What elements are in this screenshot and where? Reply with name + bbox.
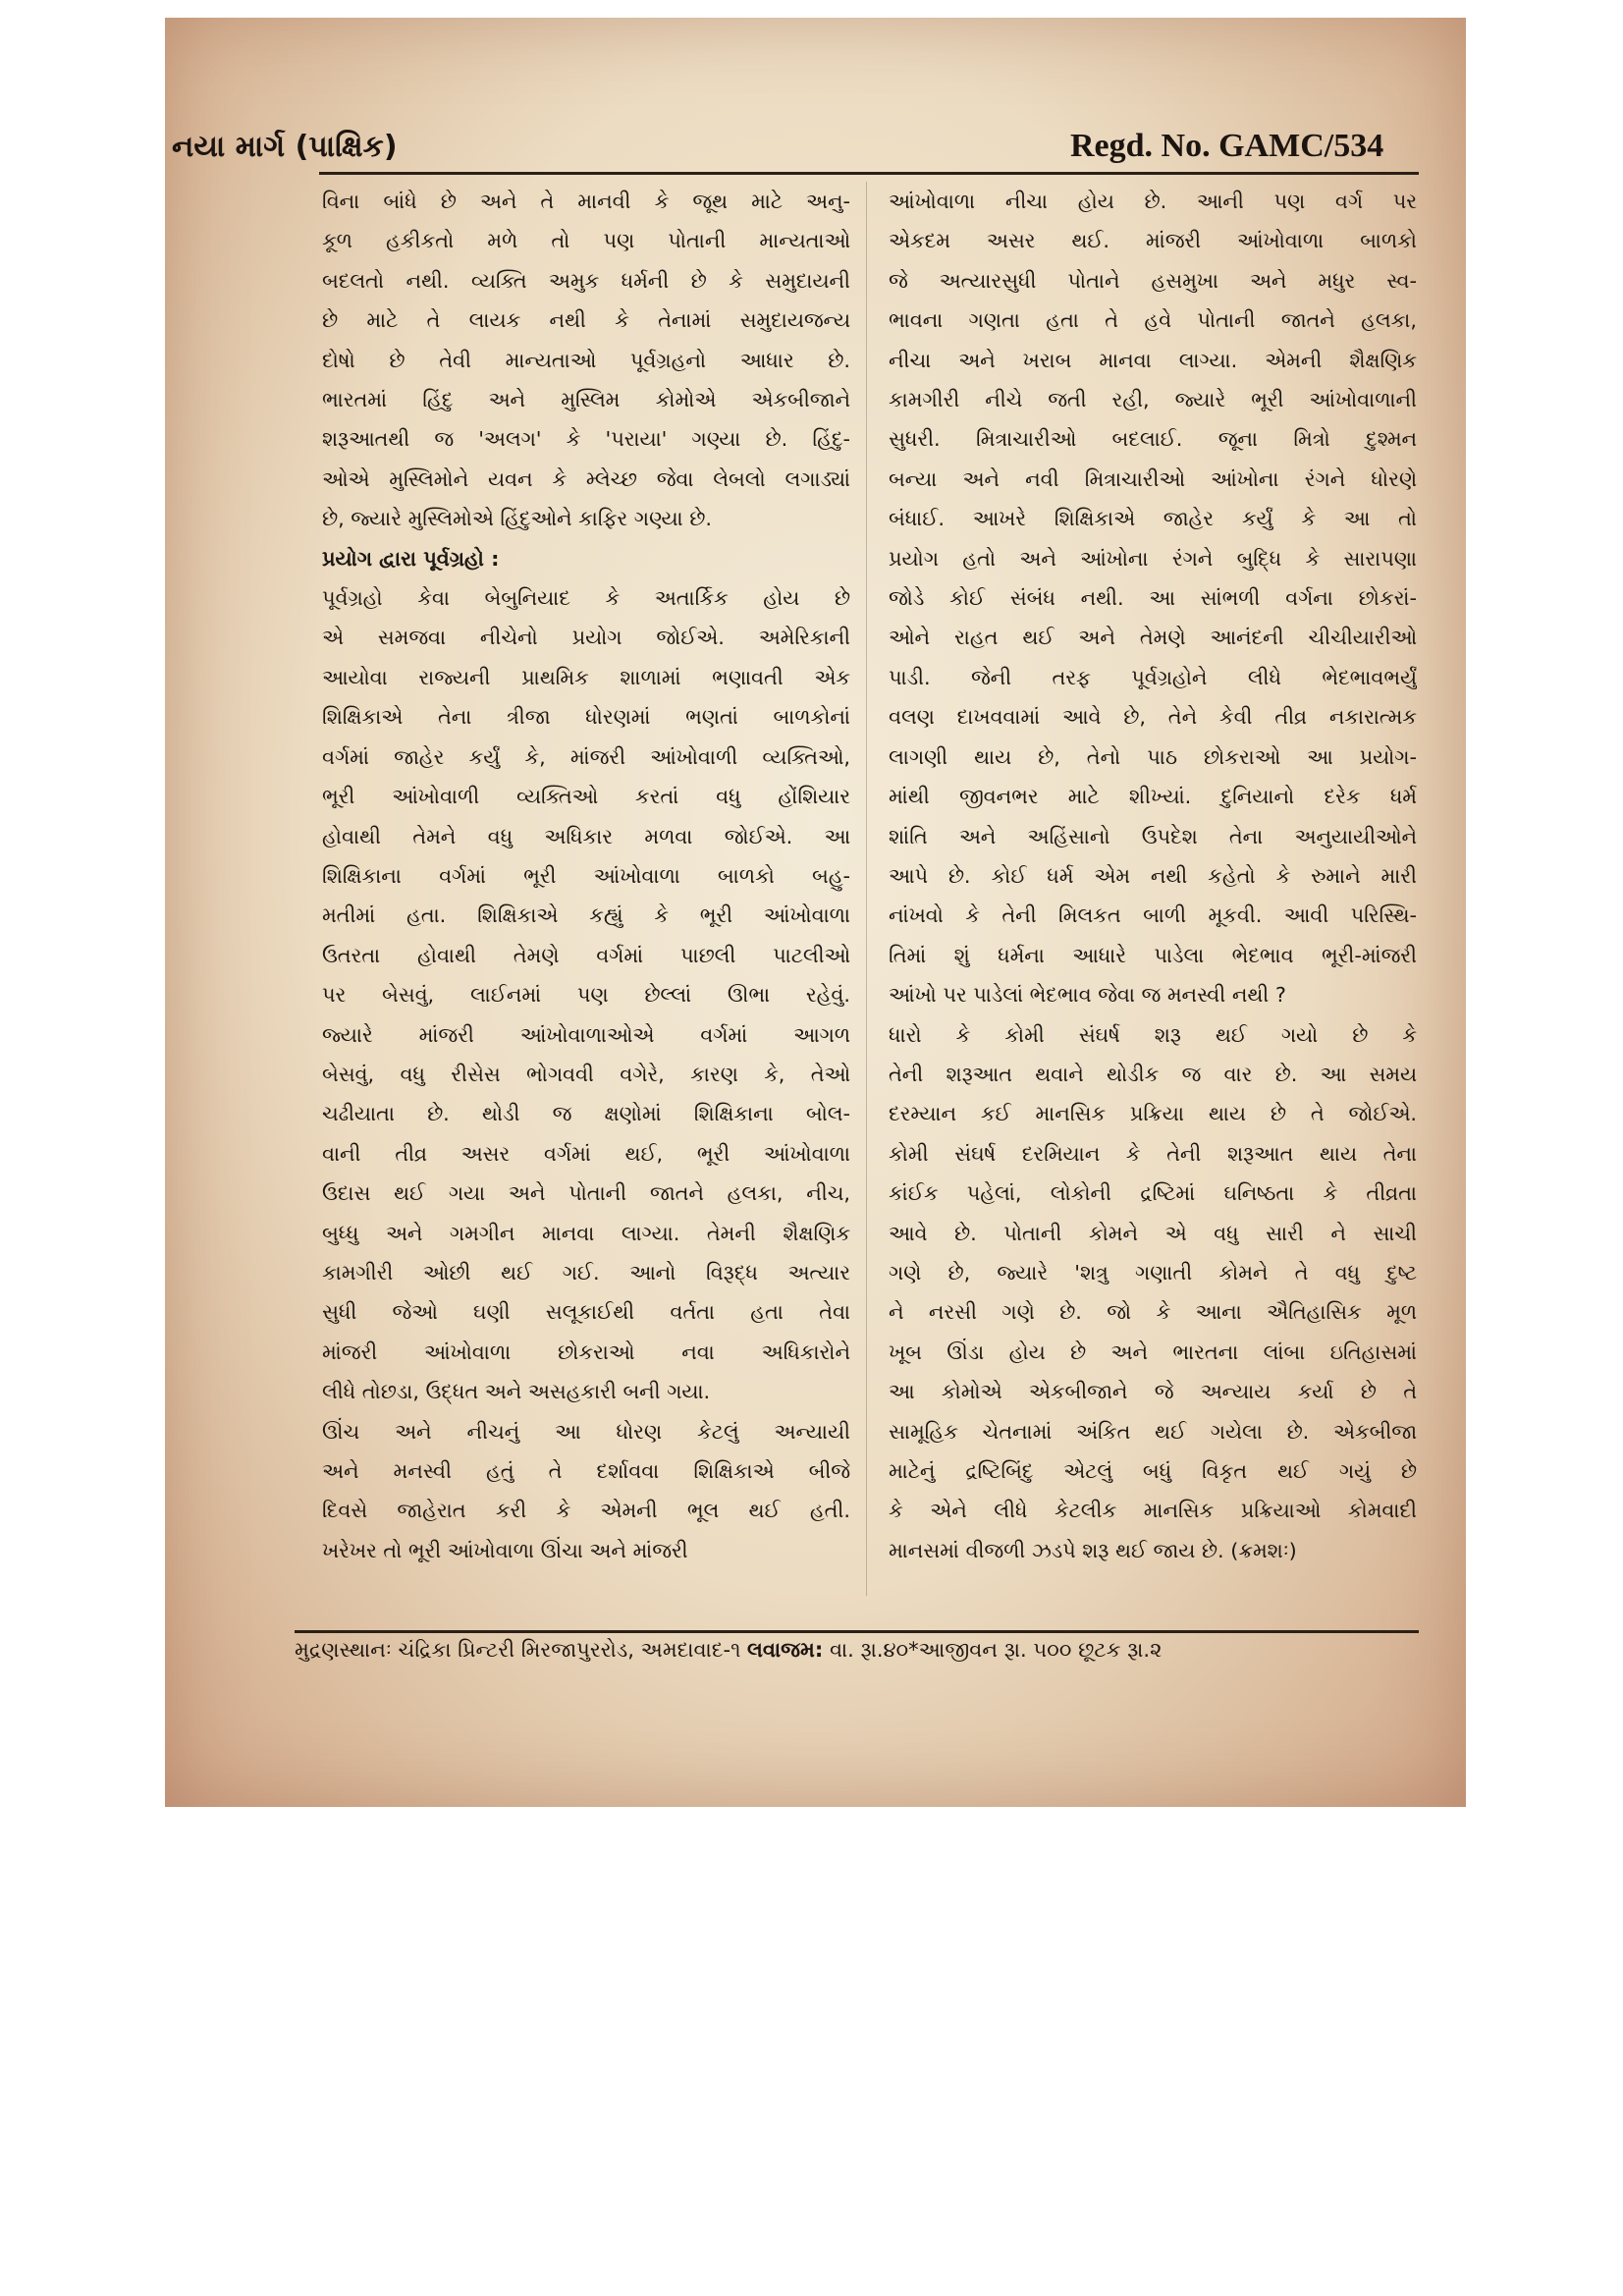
section-heading: પ્રયોગ દ્વારા પૂર્વગ્રહો : (322, 546, 500, 571)
text-line: નીચા અને ખરાબ માનવા લાગ્યા. એમની શૈક્ષણિક (889, 348, 1417, 372)
text-line: ઓને રાહત થઈ અને તેમણે આનંદની ચીચીયારીઓ (889, 626, 1417, 650)
text-line: આયોવા રાજ્યની પ્રાથમિક શાળામાં ભણાવતી એક (322, 665, 850, 689)
text-line: આંખોવાળા નીચા હોય છે. આની પણ વર્ગ પર (889, 190, 1417, 213)
text-line: નાંખવો કે તેની મિલકત બાળી મૂકવી. આવી પરિસ્થિ- (889, 903, 1417, 928)
text-line: માંજરી આંખોવાળા છોકરાઓ નવા અધિકારોને (322, 1339, 850, 1364)
text-line: ખરેખર તો ભૂરી આંખોવાળા ઊંચા અને માંજરી (322, 1538, 688, 1562)
text-line: ભારતમાં હિંદુ અને મુસ્લિમ કોમોએ એકબીજાને (322, 388, 850, 412)
press-info: મુદ્રણસ્થાનઃ ચંદ્રિકા પ્રિન્ટરી મિરજાપુરરોડ, અમદાવાદ-૧ (295, 1638, 741, 1662)
text-line: માટેનું દ્રષ્ટિબિંદુ એટલું બધું વિકૃત થઈ ગયું છે (889, 1459, 1417, 1483)
text-line: વાની તીવ્ર અસર વર્ગમાં થઈ, ભૂરી આંખોવાળા (322, 1141, 850, 1166)
text-line: બંધાઈ. આખરે શિક્ષિકાએ જાહેર કર્યું કે આ તો (889, 507, 1417, 531)
subscription-rates: વા. રૂા.૪૦*આજીવન રૂા. ૫૦૦ છૂટક રૂા.૨ (829, 1638, 1163, 1662)
text-line: પાડી. જેની તરફ પૂર્વગ્રહોને લીધે ભેદભાવભર્યું (889, 665, 1417, 689)
text-line: એ સમજવા નીચેનો પ્રયોગ જોઈએ. અમેરિકાની (322, 626, 850, 650)
text-line: કે એને લીધે કેટલીક માનસિક પ્રક્રિયાઓ કોમવાદી (889, 1499, 1417, 1523)
text-line: ભૂરી આંખોવાળી વ્યક્તિઓ કરતાં વધુ હોંશિયાર (322, 785, 850, 809)
text-line: મતીમાં હતા. શિક્ષિકાએ કહ્યું કે ભૂરી આંખોવાળા (322, 903, 850, 928)
text-line: સુધરી. મિત્રાચારીઓ બદલાઈ. જૂના મિત્રો દુશ્મન (889, 427, 1417, 452)
text-line: ખૂબ ઊંડા હોય છે અને ભારતના લાંબા ઇતિહાસમાં (889, 1339, 1417, 1364)
text-line: શિક્ષિકાએ તેના ત્રીજા ધોરણમાં ભણતાં બાળકોનાં (322, 705, 850, 730)
subscription-label: લવાજમ: (747, 1638, 824, 1662)
text-line: વિના બાંધે છે અને તે માનવી કે જૂથ માટે અનુ- (322, 190, 850, 213)
text-line: આપે છે. કોઈ ધર્મ એમ નથી કહેતો કે રુમાને મારી (889, 863, 1417, 888)
text-line: કોમી સંઘર્ષ દરમિયાન કે તેની શરૂઆત થાય તેના (889, 1141, 1417, 1166)
text-line: તિમાં શું ધર્મના આધારે પાડેલા ભેદભાવ ભૂરી-માંજરી (889, 943, 1417, 967)
text-line: કામગીરી ઓછી થઈ ગઈ. આનો વિરૂદ્ધ અત્યાર (322, 1260, 850, 1285)
text-line: ઉદાસ થઈ ગયા અને પોતાની જાતને હલકા, નીચ, (322, 1181, 850, 1206)
text-line: દોષો છે તેવી માન્યતાઓ પૂર્વગ્રહનો આધાર છે. (322, 348, 850, 372)
text-line: શરૂઆતથી જ 'અલગ' કે 'પરાયા' ગણ્યા છે. હિંદુ- (322, 427, 850, 452)
text-line: આ કોમોએ એકબીજાને જે અન્યાય કર્યા છે તે (889, 1380, 1417, 1404)
text-line: એકદમ અસર થઈ. માંજરી આંખોવાળા બાળકો (889, 229, 1417, 253)
text-line: ઊંચ અને નીચનું આ ધોરણ કેટલું અન્યાયી (322, 1419, 850, 1444)
text-line: ને નરસી ગણે છે. જો કે આના ઐતિહાસિક મૂળ (889, 1300, 1417, 1325)
text-line: તેની શરૂઆત થવાને થોડીક જ વાર છે. આ સમય (889, 1062, 1417, 1086)
text-line: જે અત્યારસુધી પોતાને હસમુખા અને મધુર સ્વ- (889, 268, 1417, 293)
text-line: છે માટે તે લાયક નથી કે તેનામાં સમુદાયજન્ય (322, 308, 850, 333)
text-line: છે, જ્યારે મુસ્લિમોએ હિંદુઓને કાફિર ગણ્યા છે. (322, 507, 712, 531)
right-column (889, 182, 1417, 1570)
text-line: કામગીરી નીચે જતી રહી, જ્યારે ભૂરી આંખોવાળાની (889, 388, 1417, 412)
text-line: બન્યા અને નવી મિત્રાચારીઓ આંખોના રંગને ધોરણે (889, 466, 1417, 491)
text-line: કાંઈક પહેલાં, લોકોની દ્રષ્ટિમાં ઘનિષ્ઠતા કે તીવ્રતા (889, 1181, 1417, 1206)
page-title: નયા માર્ગ (પાક્ષિક) (172, 130, 398, 164)
text-line: ઓએ મુસ્લિમોને યવન કે મ્લેચ્છ જેવા લેબલો લગાડ્યાં (322, 466, 850, 491)
text-line: હોવાથી તેમને વધુ અધિકાર મળવા જોઈએ. આ (322, 824, 850, 848)
text-line: સુધી જેઓ ઘણી સલૂકાઈથી વર્તતા હતા તેવા (322, 1300, 850, 1325)
text-line: પ્રયોગ હતો અને આંખોના રંગને બુદ્ધિ કે સારાપણા (889, 546, 1417, 571)
text-line: વલણ દાખવવામાં આવે છે, તેને કેવી તીવ્ર નકારાત્મક (889, 705, 1417, 730)
text-line: જોડે કોઈ સંબંધ નથી. આ સાંભળી વર્ગના છોકરાં- (889, 586, 1417, 611)
footer-rule (295, 1630, 1419, 1633)
text-line: શિક્ષિકાના વર્ગમાં ભૂરી આંખોવાળા બાળકો બહુ- (322, 863, 850, 888)
text-line: કૂળ હકીકતો મળે તો પણ પોતાની માન્યતાઓ (322, 229, 850, 253)
column-divider (866, 182, 867, 1596)
text-line: આંખો પર પાડેલાં ભેદભાવ જેવા જ મનસ્વી નથી ? (889, 983, 1286, 1008)
text-line: લીધે તોછડા, ઉદ્ધત અને અસહકારી બની ગયા. (322, 1380, 711, 1404)
text-line: જ્યારે માંજરી આંખોવાળાઓએ વર્ગમાં આગળ (322, 1022, 850, 1047)
text-line: દરમ્યાન કઈ માનસિક પ્રક્રિયા થાય છે તે જોઈએ. (889, 1102, 1417, 1126)
text-line: દિવસે જાહેરાત કરી કે એમની ભૂલ થઈ હતી. (322, 1499, 850, 1523)
text-line: માનસમાં વીજળી ઝડપે શરૂ થઈ જાય છે. (ક્રમશઃ) (889, 1538, 1297, 1562)
text-line: ચઢીયાતા છે. થોડી જ ક્ષણોમાં શિક્ષિકાના બોલ- (322, 1102, 850, 1126)
text-line: અને મનસ્વી હતું તે દર્શાવવા શિક્ષિકાએ બીજે (322, 1459, 850, 1483)
text-line: પર બેસવું, લાઈનમાં પણ છેલ્લાં ઊભા રહેવું. (322, 983, 850, 1008)
left-column (322, 182, 850, 1570)
text-line: બદલતો નથી. વ્યક્તિ અમુક ધર્મની છે કે સમુદાયની (322, 268, 850, 293)
text-line: આવે છે. પોતાની કોમને એ વધુ સારી ને સાચી (889, 1221, 1417, 1245)
footer (295, 1638, 1419, 1663)
text-line: બુધ્ધુ અને ગમગીન માનવા લાગ્યા. તેમની શૈક્ષણિક (322, 1221, 850, 1245)
text-line: બેસવું, વધુ રીસેસ ભોગવવી વગેરે, કારણ કે, તેઓ (322, 1062, 850, 1086)
header-rule (319, 172, 1419, 175)
text-line: શાંતિ અને અહિંસાનો ઉપદેશ તેના અનુયાયીઓને (889, 824, 1417, 848)
text-line: ગણે છે, જ્યારે 'શત્રુ ગણાતી કોમને તે વધુ દુષ્ટ (889, 1260, 1417, 1285)
text-line: ઉતરતા હોવાથી તેમણે વર્ગમાં પાછલી પાટલીઓ (322, 943, 850, 967)
text-line: ભાવના ગણતા હતા તે હવે પોતાની જાતને હલકા, (889, 308, 1417, 333)
text-line: સામૂહિક ચેતનામાં અંકિત થઈ ગયેલા છે. એકબીજા (889, 1419, 1417, 1444)
text-line: વર્ગમાં જાહેર કર્યું કે, માંજરી આંખોવાળી વ્યક્તિઓ, (322, 744, 850, 769)
text-line: પૂર્વગ્રહો કેવા બેબુનિયાદ કે અતાર્કિક હોય છે (322, 586, 850, 611)
text-line: માંથી જીવનભર માટે શીખ્યાં. દુનિયાનો દરેક ધર્મ (889, 785, 1417, 809)
text-line: ધારો કે કોમી સંઘર્ષ શરૂ થઈ ગયો છે કે (889, 1022, 1417, 1047)
registration-number: Regd. No. GAMC/534 (1070, 128, 1384, 164)
text-line: લાગણી થાય છે, તેનો પાઠ છોકરાઓ આ પ્રયોગ- (889, 744, 1417, 769)
